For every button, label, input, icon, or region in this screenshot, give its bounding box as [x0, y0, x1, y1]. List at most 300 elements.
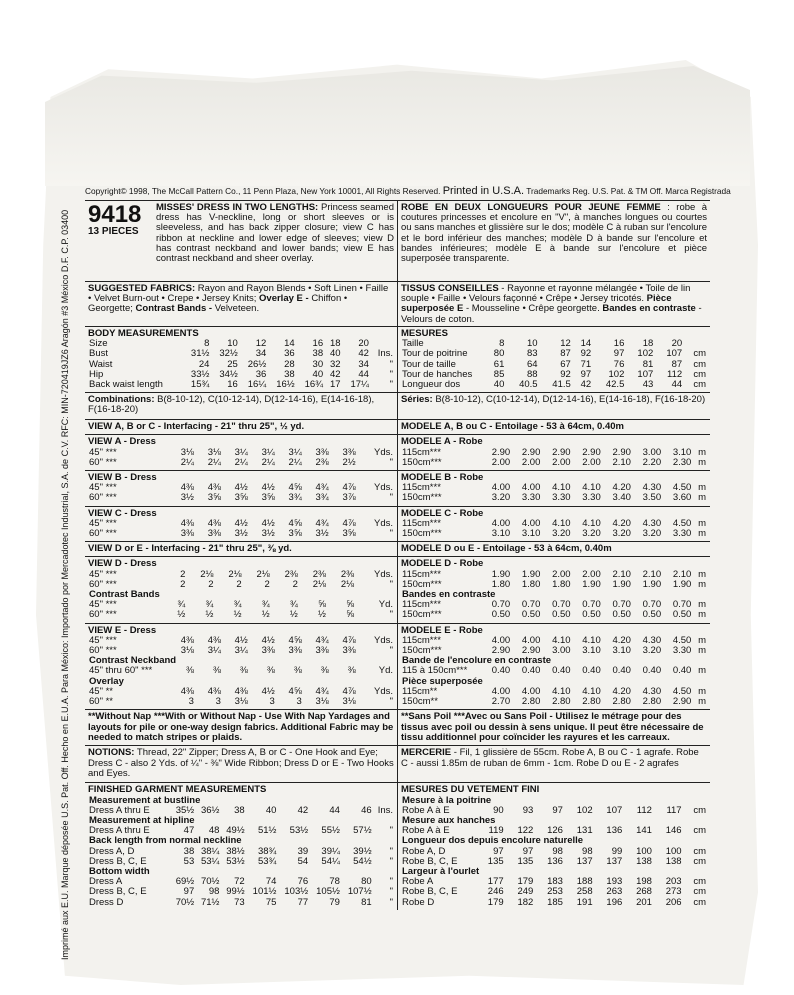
row-label: Robe A: [402, 876, 434, 888]
cell-value: 1.90: [521, 568, 541, 580]
cell-value: 2.80: [612, 696, 631, 708]
unit-label: Yds.: [373, 685, 393, 697]
cell-value: 4⅜: [180, 634, 194, 646]
cell-value: 1.80: [552, 578, 571, 590]
cell-value: ½: [177, 609, 186, 621]
mercerie-text: - Fil, 1 glissière de 55cm. Robe A, B ou C - 1 agrafe. Robe C - aussi 1.85m de ruban de 6mm - 1cm. Robe D ou E - 2 agrafes: [401, 747, 699, 769]
table-row: [88, 610, 394, 620]
cell-value: 3.10: [612, 645, 631, 657]
table-row: [401, 458, 707, 468]
yardage-block: [85, 556, 397, 622]
cell-value: 0.70: [582, 599, 601, 611]
cell-value: 4¾: [315, 634, 329, 646]
cell-value: 32: [329, 358, 341, 370]
cell-value: 4½: [261, 517, 275, 529]
table-row: [401, 493, 707, 503]
cell-value: 53½: [289, 825, 309, 837]
body-measurements-title: BODY MEASUREMENTS: [88, 328, 199, 339]
row-label: Hip: [89, 368, 104, 380]
cell-value: 97: [493, 845, 504, 857]
cell-value: 141: [636, 825, 652, 837]
cell-value: 36½: [200, 804, 220, 816]
cell-value: 3¼: [234, 645, 248, 657]
row-label: 115cm***: [402, 634, 441, 646]
unit-label: m: [698, 609, 706, 621]
cell-value: 3⅛: [180, 645, 194, 657]
cell-value: 4¾: [315, 482, 329, 494]
cell-value: 101½: [252, 886, 277, 898]
row-label: 150cm***: [402, 578, 442, 590]
series-label: Séries:: [401, 394, 433, 406]
cell-value: 2.70: [491, 696, 511, 708]
cell-value: 0.40: [491, 665, 511, 677]
yardage-block: [398, 419, 710, 434]
fabrics-text-2: Chiffon • Georgette;: [88, 293, 348, 315]
cell-value: 43: [642, 379, 654, 391]
yardage-table: [401, 636, 707, 707]
row-label: 60" ***: [89, 492, 117, 504]
cell-value: 4⅝: [288, 685, 302, 697]
cell-value: 2.00: [582, 456, 601, 468]
cell-value: 1.80: [491, 578, 511, 590]
table-row: [88, 529, 394, 539]
combinations-label: Combinations:: [88, 394, 155, 406]
cell-value: 3⅝: [288, 528, 302, 540]
cell-value: 53½: [226, 855, 245, 867]
cell-value: 4.30: [642, 685, 662, 697]
cell-value: ⅜: [293, 665, 302, 677]
cell-value: 2.90: [672, 696, 692, 708]
cell-value: 3⅜: [315, 446, 329, 458]
cell-value: 3⅝: [207, 492, 221, 504]
cell-value: 3.60: [672, 492, 692, 504]
cell-value: 0.70: [672, 599, 692, 611]
table-row: [88, 380, 394, 390]
cell-value: 81: [361, 896, 372, 908]
cell-value: 73: [234, 896, 245, 908]
cell-value: 126: [547, 825, 563, 837]
cell-value: 35½: [175, 804, 195, 816]
cell-value: 38¼: [200, 845, 220, 857]
cell-value: 67: [560, 358, 571, 370]
cell-value: 185: [547, 896, 563, 908]
tissus-text-3: - Velours de coton.: [401, 303, 702, 325]
cell-value: 81: [642, 358, 654, 370]
mesures-title: MESURES: [401, 328, 448, 339]
table-row: [88, 360, 394, 370]
combinations-text: B(8-10-12), C(10-12-14), D(12-14-16), E(14-16-18), F(16-18-20): [88, 394, 375, 416]
cell-value: 2⅜: [315, 456, 329, 468]
cell-value: 3¾: [315, 492, 329, 504]
unit-label: ": [389, 645, 393, 657]
cell-value: 2¼: [288, 456, 302, 468]
table-row: [401, 898, 707, 908]
cell-value: 107: [606, 804, 623, 816]
cell-value: 3½: [261, 528, 275, 540]
row-label: Waist: [89, 358, 113, 370]
unit-label: ": [389, 578, 393, 590]
unit-label: ": [389, 368, 393, 380]
cell-value: 42: [358, 348, 369, 360]
description-fr-text: : robe à coutures princesses et encolure en "V", à manches longues ou courtes ou sans manches et glissière sur le dos; modèle C à ruban sur l'encolure et le bord inférieur des manches; modèle D à bande sur l'encolure et bandes inférieures; modèle E à bande sur l'encolure et pièce superposée transparente.: [401, 202, 708, 265]
cell-value: 4½: [234, 517, 248, 529]
cell-value: 102: [576, 804, 593, 816]
subheading: Contrast Bands: [89, 589, 160, 601]
cell-value: 3.00: [552, 645, 571, 657]
cell-value: 196: [606, 896, 623, 908]
subheading: Measurement at bustline: [89, 794, 201, 806]
cell-value: 51½: [257, 825, 277, 837]
description-fr-title: ROBE EN DEUX LONGUEURS POUR JEUNE FEMME: [401, 202, 661, 213]
row-label: 150cm***: [402, 492, 442, 504]
cell-value: 0.50: [642, 609, 662, 621]
cell-value: 188: [576, 876, 593, 888]
cell-value: 99: [611, 845, 623, 857]
cell-value: 88: [527, 368, 538, 380]
row-label: Robe B, C, E: [402, 886, 458, 898]
cell-value: 2: [180, 568, 186, 580]
cell-value: 53¼: [200, 855, 220, 867]
cell-value: 15¾: [190, 379, 210, 391]
cell-value: 16½: [276, 379, 295, 391]
tissus-title: TISSUS CONSEILLES: [401, 283, 499, 294]
pattern-info-sheet: [85, 185, 731, 941]
cell-value: 80: [361, 876, 372, 888]
cell-value: 2½: [342, 456, 356, 468]
row-label: Tour de taille: [402, 358, 456, 370]
table-row: [88, 898, 394, 908]
unit-label: ": [389, 876, 393, 888]
cell-value: 2.10: [612, 568, 631, 580]
row-label: Dress D: [89, 896, 124, 908]
cell-value: 4.20: [612, 517, 631, 529]
cell-value: 48: [208, 825, 220, 837]
cell-value: 100: [665, 845, 682, 857]
cell-value: 183: [547, 876, 563, 888]
cell-value: 70½: [200, 876, 220, 888]
cell-value: 135: [517, 855, 534, 867]
cell-value: ⅜: [212, 665, 221, 677]
unit-label: cm: [693, 896, 706, 908]
cell-value: 3.40: [612, 492, 631, 504]
cell-value: 34½: [219, 368, 238, 380]
section-heading: VIEW A, B or C - Interfacing - 21" thru 25", ½ yd.: [88, 421, 305, 433]
cell-value: 3: [269, 696, 275, 708]
cell-value: 3⅝: [234, 492, 248, 504]
row-label: 150cm***: [402, 528, 442, 540]
cell-value: 2.90: [612, 446, 631, 458]
cell-value: 122: [517, 825, 534, 837]
cell-value: 0.40: [552, 665, 571, 677]
cell-value: 4⅜: [207, 482, 221, 494]
subheading: Mesure aux hanches: [402, 814, 496, 826]
cell-value: 38: [183, 845, 195, 857]
unit-label: ": [389, 358, 393, 370]
side-legal-text: Imprimé aux E.U. Marque déposée U.S. Pat. Off. Hecho en E.U.A. Para México: Importado por Mercadotec Industrial, S.A. de C.V. RFC: MIN-720419JZ6 Aragón #3 México D.F. C.P. 03400: [60, 209, 70, 960]
cell-value: 54¼: [321, 855, 340, 867]
cell-value: 3.30: [521, 492, 541, 504]
cell-value: 3.10: [491, 528, 511, 540]
tissus-bandes-label: Bandes en contraste: [602, 303, 696, 315]
cell-value: 3⅜: [342, 645, 356, 657]
cell-value: 0.50: [491, 609, 511, 621]
unit-label: cm: [693, 379, 706, 391]
section-heading: VIEW E - Dress: [88, 624, 157, 636]
row-label: 115cm***: [402, 446, 441, 458]
unit-label: ": [389, 886, 393, 898]
cell-value: 102: [637, 348, 654, 360]
cell-value: 1.90: [612, 578, 631, 590]
table-row: [88, 349, 394, 359]
cell-value: 39½: [353, 845, 372, 857]
section-heading: VIEW C - Dress: [88, 507, 157, 519]
pieces-count: 13 PIECES: [88, 226, 139, 237]
row-label: 115cm***: [402, 517, 441, 529]
cell-value: 4.50: [672, 517, 692, 529]
cell-value: 3⅜: [207, 528, 221, 540]
cell-value: 42.5: [605, 379, 625, 391]
unit-label: ": [389, 855, 393, 867]
row-label: Dress A: [89, 876, 123, 888]
cell-value: 10: [227, 338, 238, 350]
finished-title: FINISHED GARMENT MEASUREMENTS: [88, 784, 267, 796]
cell-value: 78: [329, 876, 340, 888]
cell-value: 3.20: [612, 528, 631, 540]
unit-label: cm: [693, 845, 706, 857]
tissus-block: [398, 281, 710, 326]
subheading: Back length from normal neckline: [89, 835, 242, 847]
unit-label: cm: [693, 855, 706, 867]
cell-value: 2.20: [642, 456, 662, 468]
cell-value: 39¼: [321, 845, 340, 857]
french-column: [398, 200, 710, 910]
english-column: [85, 200, 398, 910]
cell-value: 64: [527, 358, 538, 370]
cell-value: 4½: [261, 482, 275, 494]
cell-value: 249: [517, 886, 534, 898]
fabrics-contrast-label: Contrast Bands -: [135, 303, 213, 315]
cell-value: 107: [637, 368, 654, 380]
cell-value: ⅝: [346, 609, 355, 621]
cell-value: 4.10: [582, 482, 601, 494]
cell-value: 4⅞: [342, 634, 356, 646]
cell-value: 4.10: [582, 634, 601, 646]
yardage-table: [88, 448, 394, 468]
cell-value: ⅜: [347, 665, 356, 677]
cell-value: 3.10: [582, 645, 601, 657]
cell-value: 3½: [315, 528, 329, 540]
fabrics-title: SUGGESTED FABRICS:: [88, 283, 196, 294]
cell-value: ¾: [233, 599, 242, 611]
row-label: Back waist length: [89, 379, 163, 391]
yardage-block: [398, 623, 710, 710]
yardage-table: [88, 570, 394, 621]
cell-value: 0.70: [491, 599, 511, 611]
cell-value: 0.40: [672, 665, 692, 677]
row-label: 60" ***: [89, 528, 117, 540]
cell-value: 3⅜: [261, 645, 275, 657]
fini-block: [398, 782, 710, 909]
subheading: Measurement at hipline: [89, 814, 195, 826]
cell-value: 2.80: [642, 696, 662, 708]
cell-value: 99½: [226, 886, 245, 898]
cell-value: 17: [329, 379, 341, 391]
yardage-block: [398, 506, 710, 542]
cell-value: 76: [613, 358, 625, 370]
yardage-block: [85, 419, 397, 434]
tissus-piece-label: Pièce superposée E: [401, 293, 672, 315]
nap-note-fr-text: **Sans Poil ***Avec ou Sans Poil - Utilisez le métrage pour des tissus avec poil ou dessin à sens unique. Il peut être nécessaire de tissu additionnel pour coïncider les rayures et les carreaux.: [401, 711, 704, 743]
cell-value: 3: [215, 696, 221, 708]
table-row: [401, 610, 707, 620]
unit-label: m: [698, 528, 706, 540]
cell-value: 4⅞: [342, 517, 356, 529]
yardage-block: [85, 470, 397, 506]
cell-value: 107: [666, 348, 683, 360]
body-measurements-block: [85, 326, 397, 392]
cell-value: 103½: [284, 886, 309, 898]
cell-value: 12: [560, 338, 571, 350]
yardage-block: [85, 506, 397, 542]
cell-value: 4⅞: [342, 482, 356, 494]
unit-label: m: [698, 696, 706, 708]
cell-value: 38: [284, 368, 295, 380]
cell-value: 3.20: [552, 528, 571, 540]
cell-value: 3.00: [642, 446, 662, 458]
subheading: Bottom width: [89, 865, 150, 877]
copyright-line: [85, 185, 731, 197]
cell-value: 4½: [261, 634, 275, 646]
cell-value: 4.20: [612, 482, 631, 494]
row-label: Dress A, D: [89, 845, 135, 857]
cell-value: 72: [234, 876, 245, 888]
cell-value: 1.80: [521, 578, 541, 590]
cell-value: 0.40: [612, 665, 631, 677]
row-label: Longueur dos: [402, 379, 461, 391]
cell-value: 3⅛: [234, 696, 248, 708]
cell-value: 87: [671, 358, 683, 370]
cell-value: 38¾: [257, 845, 277, 857]
unit-label: m: [698, 482, 706, 494]
cell-value: 44: [671, 379, 683, 391]
cell-value: 85: [493, 368, 505, 380]
row-label: 150cm***: [402, 609, 442, 621]
yardage-table: [88, 483, 394, 503]
cell-value: 3.20: [642, 645, 662, 657]
cell-value: 2.90: [582, 446, 601, 458]
unit-label: cm: [693, 825, 706, 837]
subheading: Pièce superposée: [402, 675, 483, 687]
cell-value: 44: [358, 368, 369, 380]
cell-value: 49½: [226, 825, 245, 837]
description-title: MISSES' DRESS IN TWO LENGTHS:: [156, 202, 319, 213]
cell-value: 97: [580, 368, 592, 380]
cell-value: 3⅜: [180, 528, 194, 540]
cell-value: 246: [487, 886, 504, 898]
cell-value: 191: [576, 896, 593, 908]
row-label: 150cm***: [402, 456, 442, 468]
unit-label: m: [698, 456, 706, 468]
cell-value: 20: [358, 338, 369, 350]
cell-value: 263: [606, 886, 623, 898]
unit-label: Ins.: [377, 348, 393, 360]
cell-value: 16: [312, 338, 324, 350]
row-label: 45" ***: [89, 446, 117, 458]
cell-value: 119: [488, 825, 504, 837]
cell-value: 2.90: [521, 446, 541, 458]
cell-value: 79: [329, 896, 340, 908]
section-heading: MODELE D ou E - Entoilage - 53 à 64cm, 0.40m: [401, 543, 612, 555]
cell-value: 4.00: [521, 634, 541, 646]
cell-value: 0.70: [521, 599, 541, 611]
cell-value: 3⅛: [342, 696, 356, 708]
unit-label: Ins.: [377, 804, 393, 816]
cell-value: ½: [205, 609, 214, 621]
cell-value: 135: [487, 855, 504, 867]
cell-value: 4.00: [521, 517, 541, 529]
cell-value: 273: [665, 886, 682, 898]
cell-value: 42: [329, 368, 341, 380]
subheading: Contrast Neckband: [89, 655, 177, 667]
row-label: 45" thru 60" ***: [89, 665, 153, 677]
row-label: 60" ***: [89, 645, 117, 657]
cell-value: 112: [636, 804, 652, 816]
cell-value: 92: [580, 348, 592, 360]
section-heading: VIEW D or E - Interfacing - 21" thru 25", ⅜ yd.: [88, 543, 292, 555]
mesures-table: [401, 339, 707, 390]
cell-value: 44: [329, 804, 340, 816]
cell-value: 0.50: [672, 609, 692, 621]
cell-value: 102: [608, 368, 625, 380]
cell-value: 4.50: [672, 634, 692, 646]
cell-value: 2: [264, 578, 270, 590]
cell-value: 33½: [190, 368, 210, 380]
cell-value: 2.00: [582, 568, 601, 580]
cell-value: ¾: [261, 599, 270, 611]
cell-value: 4.00: [521, 685, 541, 697]
row-label: 45" ***: [89, 568, 117, 580]
tissus-text: - Rayonne et rayonne mélangée • Toile de lin souple • Faille • Velours façonné • Crêpe • Jersey tricotés.: [401, 283, 691, 305]
cell-value: 31½: [190, 348, 210, 360]
row-label: Tour de hanches: [402, 368, 473, 380]
cell-value: 2: [208, 578, 214, 590]
cell-value: 2.00: [491, 456, 511, 468]
cell-value: ¾: [177, 599, 186, 611]
cell-value: 0.50: [521, 609, 541, 621]
cell-value: 3.30: [672, 645, 692, 657]
description-block: [85, 200, 397, 281]
row-label: Dress B, C, E: [89, 855, 147, 867]
notions-block: [85, 745, 397, 782]
unit-label: ": [389, 379, 393, 391]
yardage-block: [398, 470, 710, 506]
cell-value: 137: [606, 855, 623, 867]
cell-value: 97: [552, 804, 563, 816]
cell-value: 36: [284, 348, 295, 360]
cell-value: 75: [265, 896, 277, 908]
cell-value: 71: [580, 358, 592, 370]
cell-value: ⅝: [318, 599, 326, 611]
cell-value: 18: [329, 338, 341, 350]
cell-value: 2⅛: [312, 578, 326, 590]
mesures-block: [398, 326, 710, 392]
subheading: Largeur à l'ourlet: [402, 865, 480, 877]
section-heading: MODELE C - Robe: [401, 507, 484, 519]
mercerie-title: MERCERIE: [401, 747, 452, 759]
unit-label: m: [698, 645, 706, 657]
cell-value: 112: [667, 368, 683, 380]
row-label: 60" **: [89, 696, 113, 708]
